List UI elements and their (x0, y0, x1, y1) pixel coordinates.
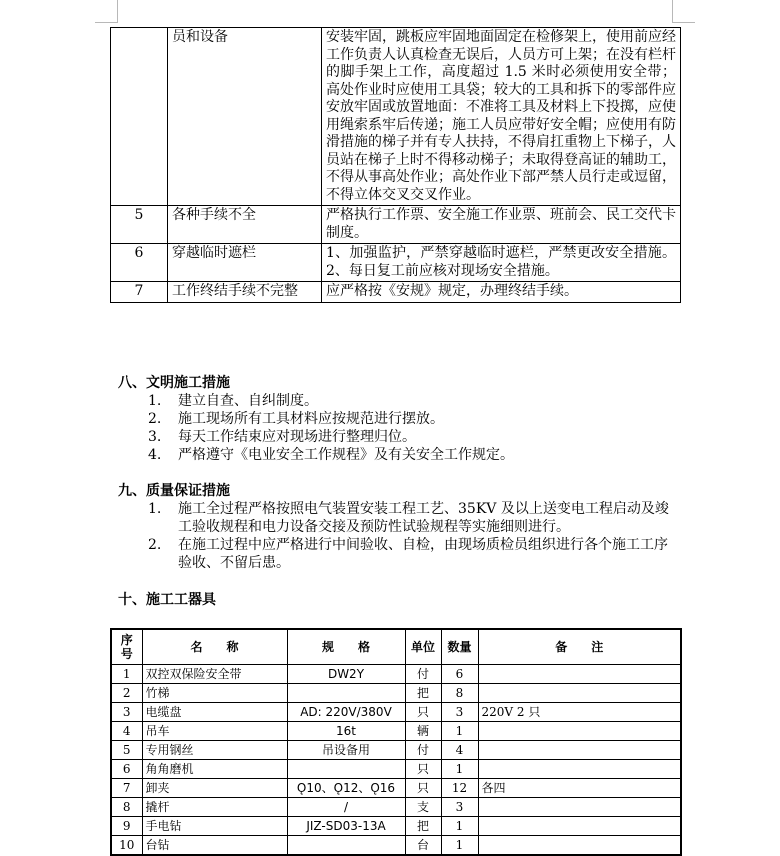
tool-name: 撬杆 (142, 798, 287, 817)
tool-unit: 把 (405, 684, 441, 703)
list-item-number: 1. (148, 393, 162, 409)
section-heading-quality-assurance: 九、质量保证措施 (118, 483, 230, 499)
list-item-number: 2. (148, 411, 162, 427)
tool-no: 3 (111, 703, 142, 722)
tool-no: 4 (111, 722, 142, 741)
tool-note: 各四 (478, 779, 681, 798)
tool-note (478, 722, 681, 741)
tool-unit: 只 (405, 760, 441, 779)
tool-name: 吊车 (142, 722, 287, 741)
risk-row (111, 28, 681, 206)
list-item (148, 392, 678, 410)
tool-no: 8 (111, 798, 142, 817)
tool-qty: 1 (441, 722, 478, 741)
crop-mark-left (95, 0, 118, 23)
civilized-construction-list (148, 392, 678, 464)
list-item (148, 410, 678, 428)
risk-no: 6 (111, 244, 168, 282)
header-unit: 单位 (405, 629, 441, 665)
tool-spec (287, 836, 405, 856)
tool-note (478, 684, 681, 703)
risk-no (111, 28, 168, 206)
tool-no: 7 (111, 779, 142, 798)
tool-qty: 4 (441, 741, 478, 760)
tool-unit: 只 (405, 703, 441, 722)
risk-item: 员和设备 (168, 28, 322, 206)
crop-mark-right (672, 0, 695, 23)
tool-no: 9 (111, 817, 142, 836)
tool-name: 角角磨机 (142, 760, 287, 779)
tool-spec: 16t (287, 722, 405, 741)
risk-item: 工作终结手续不完整 (168, 282, 322, 303)
list-item-text: 建立自查、自纠制度。 (178, 393, 318, 409)
list-item-number: 4. (148, 447, 162, 463)
tool-unit: 付 (405, 665, 441, 684)
list-item (148, 536, 678, 572)
tool-spec (287, 760, 405, 779)
table-row (111, 836, 681, 856)
tool-qty: 1 (441, 836, 478, 856)
tool-unit: 台 (405, 836, 441, 856)
tool-no: 2 (111, 684, 142, 703)
tool-name: 电缆盘 (142, 703, 287, 722)
tools-table (110, 628, 682, 856)
list-item-number: 1. (148, 501, 162, 517)
tool-qty: 1 (441, 817, 478, 836)
tool-spec: 吊设备用 (287, 741, 405, 760)
risk-row (111, 244, 681, 282)
tool-qty: 1 (441, 760, 478, 779)
tool-note (478, 665, 681, 684)
tool-note (478, 836, 681, 856)
list-item-text: 严格遵守《电业安全工作规程》及有关安全工作规定。 (178, 447, 514, 463)
tool-spec (287, 684, 405, 703)
header-note: 备 注 (478, 629, 681, 665)
tool-name: 台钻 (142, 836, 287, 856)
section-heading-construction-tools: 十、施工工器具 (118, 592, 216, 608)
tool-qty: 3 (441, 798, 478, 817)
tool-no: 6 (111, 760, 142, 779)
risk-no: 7 (111, 282, 168, 303)
table-row (111, 722, 681, 741)
risk-item: 各种手续不全 (168, 206, 322, 244)
table-row (111, 798, 681, 817)
tool-note (478, 760, 681, 779)
tool-unit: 辆 (405, 722, 441, 741)
tool-note (478, 817, 681, 836)
tool-name: 专用钢丝 (142, 741, 287, 760)
tool-unit: 只 (405, 779, 441, 798)
tool-name: 竹梯 (142, 684, 287, 703)
header-name: 名 称 (142, 629, 287, 665)
risk-measure: 安装牢固，跳板应牢固地面固定在检修架上，使用前应经工作负责人认真检查无误后，人员方可上架；在没有栏杆的脚手架上工作，高度超过 1.5 米时必须使用安全带；高处作业时应使用工具袋；较大的工具和拆下的零部件应安放牢固或放置地面：不准将工具及材料上下投掷，应使用绳索系牢后传递；施工人员应带好安全帽；应使用有防滑措施的梯子并有专人扶持，不得肩扛重物上下梯子，人员站在梯子上时不得移动梯子；未取得登高证的辅助工，不得从事高处作业；高处作业下部严禁人员行走或逗留，不得立体交叉交叉作业。 (322, 28, 681, 206)
risk-measure: 严格执行工作票、安全施工作业票、班前会、民工交代卡制度。 (322, 206, 681, 244)
table-row (111, 817, 681, 836)
tool-no: 5 (111, 741, 142, 760)
list-item (148, 428, 678, 446)
tool-unit: 付 (405, 741, 441, 760)
tool-spec: Ǫ10、Ǫ12、Ǫ16 (287, 779, 405, 798)
list-item-text: 施工全过程严格按照电气装置安装工程工艺、35KV 及以上送变电工程启动及竣工验收规程和电力设备交接及预防性试验规程等实施细则进行。 (178, 501, 669, 535)
table-row (111, 703, 681, 722)
risk-item: 穿越临时遮栏 (168, 244, 322, 282)
table-row (111, 665, 681, 684)
list-item (148, 446, 678, 464)
quality-assurance-list (148, 500, 678, 572)
tools-table-header (111, 629, 681, 665)
header-spec: 规 格 (287, 629, 405, 665)
list-item-number: 2. (148, 537, 162, 553)
tool-unit: 把 (405, 817, 441, 836)
risk-no: 5 (111, 206, 168, 244)
tool-spec: JIZ-SD03-13A (287, 817, 405, 836)
tool-unit: 支 (405, 798, 441, 817)
table-row (111, 779, 681, 798)
tool-note: 220V 2 只 (478, 703, 681, 722)
tool-no: 1 (111, 665, 142, 684)
tool-no: 10 (111, 836, 142, 856)
list-item (148, 500, 678, 536)
list-item-text: 在施工过程中应严格进行中间验收、自检，由现场质检员组织进行各个施工工序验收、不留后患。 (178, 537, 668, 571)
table-row (111, 760, 681, 779)
tool-qty: 6 (441, 665, 478, 684)
tool-note (478, 798, 681, 817)
tool-note (478, 741, 681, 760)
header-no: 序号 (111, 629, 142, 665)
tool-qty: 8 (441, 684, 478, 703)
risk-measures-table (110, 27, 681, 303)
list-item-number: 3. (148, 429, 162, 445)
table-row (111, 684, 681, 703)
risk-row (111, 206, 681, 244)
tool-spec: / (287, 798, 405, 817)
tool-qty: 3 (441, 703, 478, 722)
risk-measure: 应严格按《安规》规定，办理终结手续。 (322, 282, 681, 303)
list-item-text: 每天工作结束应对现场进行整理归位。 (178, 429, 416, 445)
tool-qty: 12 (441, 779, 478, 798)
tool-name: 手电钻 (142, 817, 287, 836)
risk-measure: 1、加强监护，严禁穿越临时遮栏，严禁更改安全措施。2、每日复工前应核对现场安全措施。 (322, 244, 681, 282)
tool-name: 卸夹 (142, 779, 287, 798)
tool-spec: DW2Y (287, 665, 405, 684)
tool-spec: AD: 220V/380V (287, 703, 405, 722)
table-row (111, 741, 681, 760)
tool-name: 双控双保险安全带 (142, 665, 287, 684)
list-item-text: 施工现场所有工具材料应按规范进行摆放。 (178, 411, 444, 427)
risk-row (111, 282, 681, 303)
header-qty: 数量 (441, 629, 478, 665)
section-heading-civilized-construction: 八、文明施工措施 (118, 375, 230, 391)
